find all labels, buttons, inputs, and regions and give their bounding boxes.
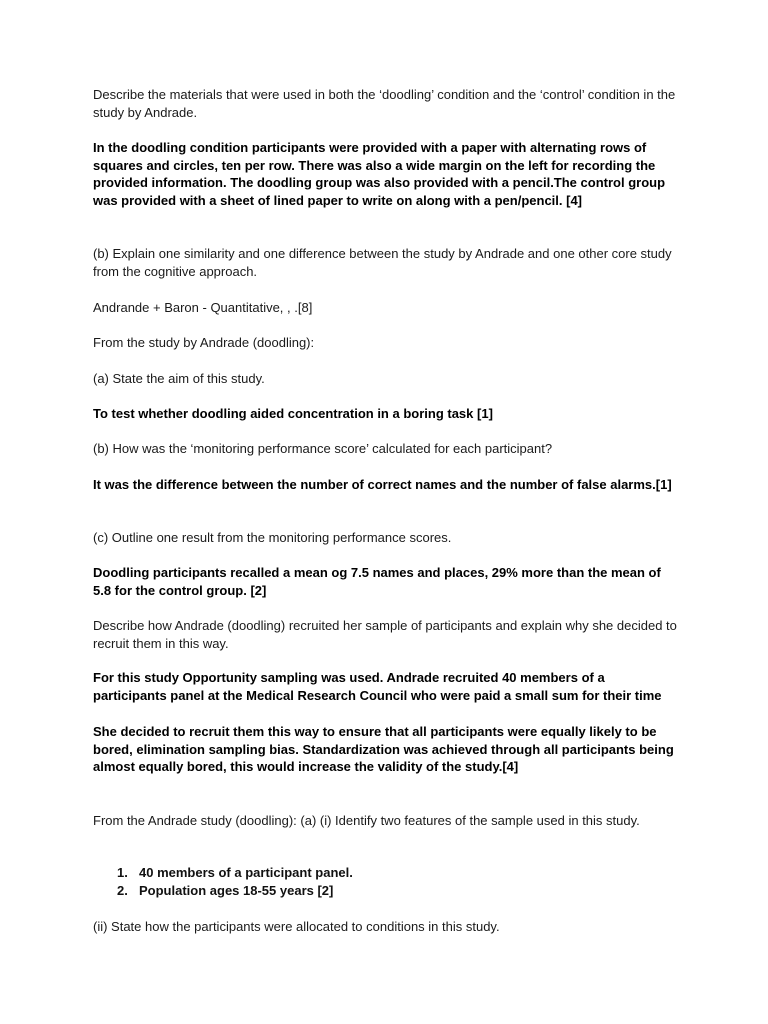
- question-recruitment: Describe how Andrade (doodling) recruited her sample of participants and explain why she decided to recruit them in this way.: [93, 618, 677, 651]
- answer-aim: To test whether doodling aided concentration in a boring task [1]: [93, 406, 493, 421]
- question-allocation: (ii) State how the participants were allocated to conditions in this study.: [93, 919, 500, 934]
- list-item-text: 40 members of a participant panel.: [139, 865, 353, 880]
- list-item-number: 2.: [117, 882, 128, 898]
- question-monitoring-score: (b) How was the ‘monitoring performance score’ calculated for each participant?: [93, 441, 553, 456]
- answer-recruitment-reason: She decided to recruit them this way to ensure that all participants were equally likely to be bored, elimination sampling bias. Standardization was achieved through all participants being almost equally bored, this would increase the validity of the study.[4]: [93, 724, 674, 775]
- list-item-text: Population ages 18-55 years [2]: [139, 882, 334, 898]
- question-materials: Describe the materials that were used in both the ‘doodling’ condition and the ‘control’ condition in the study by Andrade.: [93, 87, 676, 120]
- question-similarity-difference: (b) Explain one similarity and one difference between the study by Andrade and one other core study from the cognitive approach.: [93, 246, 672, 279]
- list-item-number: 1.: [117, 865, 128, 880]
- section-heading-andrade: From the study by Andrade (doodling):: [93, 335, 315, 350]
- answer-materials: In the doodling condition participants were provided with a paper with alternating rows of squares and circles, ten per row. There was also a wide margin on the left for recording the provided information. The doodling group was also provided with a pencil.The control group was provided with a sheet of lined paper to write on along with a pen/pencil. [4]: [93, 140, 666, 208]
- sample-features-list: [117, 864, 353, 899]
- question-sample-features: From the Andrade study (doodling): (a) (i) Identify two features of the sample used in this study.: [93, 813, 640, 828]
- question-aim: (a) State the aim of this study.: [93, 371, 265, 386]
- list-item: [117, 864, 353, 882]
- answer-recruitment-method: For this study Opportunity sampling was used. Andrade recruited 40 members of a participants panel at the Medical Research Council who were paid a small sum for their time: [93, 670, 662, 703]
- answer-result: Doodling participants recalled a mean og 7.5 names and places, 29% more than the mean of 5.8 for the control group. [2]: [93, 565, 661, 598]
- list-item: [117, 882, 353, 900]
- answer-monitoring-score: It was the difference between the number of correct names and the number of false alarms.[1]: [93, 477, 672, 492]
- answer-note-andrade-baron: Andrande + Baron - Quantitative, , .[8]: [93, 300, 313, 315]
- question-result: (c) Outline one result from the monitoring performance scores.: [93, 530, 452, 545]
